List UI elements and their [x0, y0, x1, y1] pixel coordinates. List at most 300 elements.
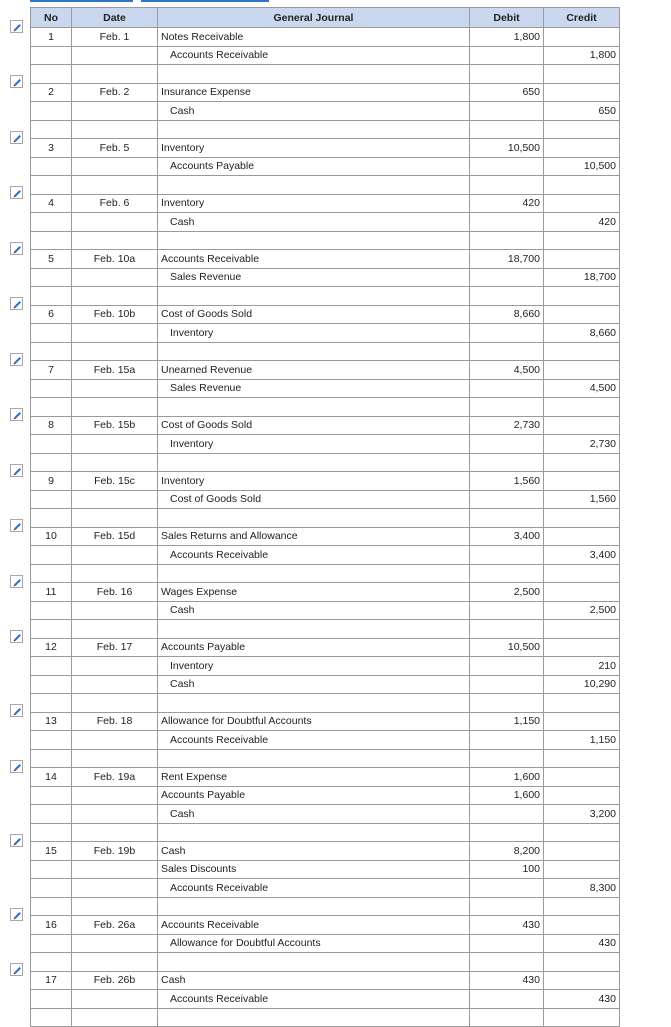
- journal-row: [31, 139, 620, 158]
- blank-row: [31, 342, 620, 361]
- blank-cell[interactable]: [544, 120, 620, 139]
- entry-number: 7: [31, 361, 72, 380]
- blank-cell: [72, 398, 158, 417]
- journal-row: [31, 546, 620, 565]
- debit-cell[interactable]: 420: [470, 194, 544, 213]
- debit-cell[interactable]: [470, 379, 544, 398]
- account-cell[interactable]: Inventory: [158, 324, 470, 343]
- blank-cell: [72, 453, 158, 472]
- account-cell[interactable]: Cash: [158, 805, 470, 824]
- account-cell[interactable]: Cash: [158, 601, 470, 620]
- blank-cell[interactable]: [158, 287, 470, 306]
- header-general-journal: General Journal: [158, 8, 470, 28]
- entry-date: [72, 435, 158, 454]
- journal-row: [31, 731, 620, 750]
- blank-cell: [31, 176, 72, 195]
- entry-number: 16: [31, 916, 72, 935]
- blank-cell[interactable]: [158, 231, 470, 250]
- entry-date: [72, 786, 158, 805]
- credit-cell[interactable]: 430: [544, 990, 620, 1009]
- entry-date: Feb. 1: [72, 28, 158, 47]
- blank-cell: [72, 897, 158, 916]
- credit-cell[interactable]: 8,300: [544, 879, 620, 898]
- account-cell[interactable]: Cash: [158, 213, 470, 232]
- debit-cell[interactable]: [470, 435, 544, 454]
- debit-cell[interactable]: 1,560: [470, 472, 544, 491]
- journal-row: [31, 860, 620, 879]
- credit-cell[interactable]: [544, 361, 620, 380]
- entry-date: Feb. 10b: [72, 305, 158, 324]
- edit-entry-icon[interactable]: [10, 464, 23, 477]
- blank-cell[interactable]: [470, 453, 544, 472]
- credit-cell[interactable]: 3,200: [544, 805, 620, 824]
- debit-cell[interactable]: [470, 102, 544, 121]
- credit-cell[interactable]: 430: [544, 934, 620, 953]
- debit-cell[interactable]: [470, 675, 544, 694]
- entry-date: Feb. 16: [72, 583, 158, 602]
- credit-cell[interactable]: [544, 916, 620, 935]
- journal-row: [31, 916, 620, 935]
- journal-row: [31, 805, 620, 824]
- header-no: No: [31, 8, 72, 28]
- journal-row: [31, 416, 620, 435]
- entry-number: [31, 657, 72, 676]
- blank-cell[interactable]: [470, 823, 544, 842]
- account-cell[interactable]: Wages Expense: [158, 583, 470, 602]
- blank-cell[interactable]: [470, 897, 544, 916]
- journal-row: [31, 305, 620, 324]
- debit-cell[interactable]: 1,600: [470, 768, 544, 787]
- entry-date: Feb. 19b: [72, 842, 158, 861]
- header-debit: Debit: [470, 8, 544, 28]
- entry-number: 8: [31, 416, 72, 435]
- entry-number: 13: [31, 712, 72, 731]
- debit-cell[interactable]: [470, 546, 544, 565]
- blank-cell: [31, 398, 72, 417]
- account-cell[interactable]: Inventory: [158, 435, 470, 454]
- account-cell[interactable]: Accounts Receivable: [158, 879, 470, 898]
- account-cell[interactable]: Accounts Receivable: [158, 546, 470, 565]
- edit-entry-icon[interactable]: [10, 963, 23, 976]
- blank-cell[interactable]: [544, 398, 620, 417]
- entry-date: [72, 934, 158, 953]
- blank-cell: [31, 897, 72, 916]
- credit-cell[interactable]: [544, 416, 620, 435]
- account-cell[interactable]: Insurance Expense: [158, 83, 470, 102]
- debit-cell[interactable]: 2,730: [470, 416, 544, 435]
- account-cell[interactable]: Accounts Payable: [158, 786, 470, 805]
- blank-cell[interactable]: [544, 953, 620, 972]
- entry-number: [31, 879, 72, 898]
- debit-cell[interactable]: 1,600: [470, 786, 544, 805]
- credit-cell[interactable]: [544, 28, 620, 47]
- blank-cell: [31, 509, 72, 528]
- entry-date: [72, 268, 158, 287]
- credit-cell[interactable]: 2,500: [544, 601, 620, 620]
- blank-cell[interactable]: [470, 509, 544, 528]
- journal-row: [31, 250, 620, 269]
- blank-cell[interactable]: [544, 287, 620, 306]
- credit-cell[interactable]: 420: [544, 213, 620, 232]
- account-cell[interactable]: Rent Expense: [158, 768, 470, 787]
- entry-date: [72, 657, 158, 676]
- entry-date: [72, 731, 158, 750]
- account-cell[interactable]: Notes Receivable: [158, 28, 470, 47]
- entry-number: [31, 731, 72, 750]
- credit-cell[interactable]: [544, 786, 620, 805]
- entry-date: [72, 157, 158, 176]
- blank-cell: [31, 694, 72, 713]
- account-cell[interactable]: Inventory: [158, 139, 470, 158]
- credit-cell[interactable]: [544, 139, 620, 158]
- blank-cell[interactable]: [158, 694, 470, 713]
- blank-row: [31, 398, 620, 417]
- blank-cell[interactable]: [158, 749, 470, 768]
- credit-cell[interactable]: 1,800: [544, 46, 620, 65]
- credit-cell[interactable]: [544, 712, 620, 731]
- blank-cell[interactable]: [470, 231, 544, 250]
- debit-cell[interactable]: 18,700: [470, 250, 544, 269]
- blank-cell[interactable]: [470, 398, 544, 417]
- blank-cell: [72, 231, 158, 250]
- blank-cell: [72, 65, 158, 84]
- entry-number: 1: [31, 28, 72, 47]
- credit-cell[interactable]: 10,500: [544, 157, 620, 176]
- blank-cell[interactable]: [470, 176, 544, 195]
- credit-cell[interactable]: 210: [544, 657, 620, 676]
- entry-number: [31, 990, 72, 1009]
- blank-cell: [72, 287, 158, 306]
- debit-cell[interactable]: [470, 157, 544, 176]
- blank-row: [31, 120, 620, 139]
- edit-entry-icon[interactable]: [10, 408, 23, 421]
- blank-cell[interactable]: [470, 749, 544, 768]
- debit-cell[interactable]: [470, 657, 544, 676]
- blank-cell[interactable]: [544, 453, 620, 472]
- debit-cell[interactable]: 650: [470, 83, 544, 102]
- account-cell[interactable]: Cost of Goods Sold: [158, 305, 470, 324]
- account-cell[interactable]: Accounts Receivable: [158, 250, 470, 269]
- entry-date: Feb. 26a: [72, 916, 158, 935]
- account-cell[interactable]: Sales Returns and Allowance: [158, 527, 470, 546]
- journal-row: [31, 657, 620, 676]
- account-cell[interactable]: Accounts Payable: [158, 638, 470, 657]
- debit-cell[interactable]: [470, 213, 544, 232]
- entry-number: [31, 324, 72, 343]
- debit-cell[interactable]: 100: [470, 860, 544, 879]
- credit-cell[interactable]: 2,730: [544, 435, 620, 454]
- blank-cell[interactable]: [470, 65, 544, 84]
- blank-cell[interactable]: [158, 620, 470, 639]
- blank-cell[interactable]: [544, 65, 620, 84]
- blank-cell[interactable]: [470, 694, 544, 713]
- edit-entry-icon[interactable]: [10, 297, 23, 310]
- blank-cell: [72, 953, 158, 972]
- journal-row: [31, 638, 620, 657]
- credit-cell[interactable]: [544, 842, 620, 861]
- account-cell[interactable]: Cash: [158, 842, 470, 861]
- entry-number: [31, 934, 72, 953]
- entry-date: [72, 213, 158, 232]
- debit-cell[interactable]: [470, 879, 544, 898]
- blank-cell: [31, 620, 72, 639]
- entry-date: [72, 990, 158, 1009]
- blank-cell[interactable]: [158, 453, 470, 472]
- blank-cell[interactable]: [470, 620, 544, 639]
- edit-entry-icon[interactable]: [10, 519, 23, 532]
- journal-row: [31, 194, 620, 213]
- journal-row: [31, 28, 620, 47]
- journal-row: [31, 213, 620, 232]
- entry-date: [72, 379, 158, 398]
- debit-cell[interactable]: [470, 805, 544, 824]
- credit-cell[interactable]: [544, 194, 620, 213]
- credit-cell[interactable]: 10,290: [544, 675, 620, 694]
- journal-row: [31, 990, 620, 1009]
- tab-indicator-2: [141, 0, 269, 2]
- credit-cell[interactable]: 1,150: [544, 731, 620, 750]
- journal-row: [31, 361, 620, 380]
- blank-cell[interactable]: [544, 823, 620, 842]
- credit-cell[interactable]: 3,400: [544, 546, 620, 565]
- entry-number: 9: [31, 472, 72, 491]
- edit-entry-icon[interactable]: [10, 131, 23, 144]
- blank-cell[interactable]: [158, 953, 470, 972]
- credit-cell[interactable]: [544, 472, 620, 491]
- debit-cell[interactable]: 430: [470, 916, 544, 935]
- entry-date: [72, 46, 158, 65]
- account-cell[interactable]: Inventory: [158, 472, 470, 491]
- debit-cell[interactable]: [470, 934, 544, 953]
- credit-cell[interactable]: [544, 250, 620, 269]
- edit-entry-icon[interactable]: [10, 20, 23, 33]
- credit-cell[interactable]: [544, 527, 620, 546]
- journal-row: [31, 768, 620, 787]
- debit-cell[interactable]: 1,150: [470, 712, 544, 731]
- blank-cell[interactable]: [544, 342, 620, 361]
- journal-row: [31, 527, 620, 546]
- entry-date: [72, 675, 158, 694]
- header-credit: Credit: [544, 8, 620, 28]
- entry-date: [72, 324, 158, 343]
- debit-cell[interactable]: [470, 324, 544, 343]
- credit-cell[interactable]: [544, 638, 620, 657]
- journal-row: [31, 879, 620, 898]
- entry-date: Feb. 5: [72, 139, 158, 158]
- blank-cell[interactable]: [544, 620, 620, 639]
- blank-cell[interactable]: [470, 564, 544, 583]
- debit-cell[interactable]: 10,500: [470, 139, 544, 158]
- blank-cell[interactable]: [158, 120, 470, 139]
- debit-cell[interactable]: 10,500: [470, 638, 544, 657]
- account-cell[interactable]: Sales Discounts: [158, 860, 470, 879]
- blank-cell[interactable]: [544, 176, 620, 195]
- debit-cell[interactable]: 2,500: [470, 583, 544, 602]
- account-cell[interactable]: Cost of Goods Sold: [158, 490, 470, 509]
- entry-date: [72, 546, 158, 565]
- debit-cell[interactable]: [470, 990, 544, 1009]
- blank-row: [31, 694, 620, 713]
- blank-cell[interactable]: [544, 749, 620, 768]
- blank-cell[interactable]: [158, 65, 470, 84]
- debit-cell[interactable]: 4,500: [470, 361, 544, 380]
- journal-row: [31, 490, 620, 509]
- credit-cell[interactable]: [544, 971, 620, 990]
- entry-number: [31, 601, 72, 620]
- blank-cell: [31, 749, 72, 768]
- credit-cell[interactable]: 650: [544, 102, 620, 121]
- edit-entry-icon[interactable]: [10, 186, 23, 199]
- blank-cell[interactable]: [158, 398, 470, 417]
- blank-cell[interactable]: [544, 564, 620, 583]
- blank-cell[interactable]: [470, 342, 544, 361]
- blank-cell[interactable]: [544, 694, 620, 713]
- entry-number: [31, 490, 72, 509]
- blank-row: [31, 749, 620, 768]
- journal-row: [31, 157, 620, 176]
- blank-cell[interactable]: [158, 564, 470, 583]
- debit-cell[interactable]: [470, 46, 544, 65]
- edit-entry-icon[interactable]: [10, 575, 23, 588]
- debit-cell[interactable]: [470, 601, 544, 620]
- account-cell[interactable]: Inventory: [158, 657, 470, 676]
- entry-date: Feb. 19a: [72, 768, 158, 787]
- edit-entry-icon[interactable]: [10, 704, 23, 717]
- debit-cell[interactable]: [470, 268, 544, 287]
- journal-row: [31, 842, 620, 861]
- credit-cell[interactable]: [544, 305, 620, 324]
- credit-cell[interactable]: [544, 83, 620, 102]
- edit-entry-icon[interactable]: [10, 908, 23, 921]
- account-cell[interactable]: Cash: [158, 675, 470, 694]
- blank-cell: [31, 564, 72, 583]
- credit-cell[interactable]: [544, 768, 620, 787]
- entry-date: Feb. 10a: [72, 250, 158, 269]
- entry-date: Feb. 18: [72, 712, 158, 731]
- journal-row: [31, 46, 620, 65]
- entry-date: Feb. 15a: [72, 361, 158, 380]
- account-cell[interactable]: Cost of Goods Sold: [158, 416, 470, 435]
- journal-row: [31, 102, 620, 121]
- blank-cell[interactable]: [158, 509, 470, 528]
- credit-cell[interactable]: 18,700: [544, 268, 620, 287]
- credit-cell[interactable]: 4,500: [544, 379, 620, 398]
- credit-cell[interactable]: 8,660: [544, 324, 620, 343]
- entry-number: [31, 46, 72, 65]
- journal-row: [31, 268, 620, 287]
- edit-entry-icon[interactable]: [10, 242, 23, 255]
- account-cell[interactable]: Unearned Revenue: [158, 361, 470, 380]
- entry-number: 10: [31, 527, 72, 546]
- blank-cell: [72, 509, 158, 528]
- entry-number: 3: [31, 139, 72, 158]
- debit-cell[interactable]: [470, 490, 544, 509]
- entry-number: [31, 435, 72, 454]
- account-cell[interactable]: Cash: [158, 102, 470, 121]
- debit-cell[interactable]: 1,800: [470, 28, 544, 47]
- entry-date: [72, 879, 158, 898]
- entry-date: [72, 601, 158, 620]
- credit-cell[interactable]: 1,560: [544, 490, 620, 509]
- blank-cell[interactable]: [158, 823, 470, 842]
- edit-column: [0, 0, 30, 1024]
- blank-cell[interactable]: [544, 897, 620, 916]
- blank-cell[interactable]: [470, 120, 544, 139]
- account-cell[interactable]: Inventory: [158, 194, 470, 213]
- credit-cell[interactable]: [544, 860, 620, 879]
- blank-cell: [72, 694, 158, 713]
- blank-cell: [72, 564, 158, 583]
- journal-row: [31, 971, 620, 990]
- blank-row: [31, 564, 620, 583]
- journal-row: [31, 324, 620, 343]
- edit-entry-icon[interactable]: [10, 353, 23, 366]
- blank-cell[interactable]: [470, 287, 544, 306]
- journal-row: [31, 83, 620, 102]
- edit-entry-icon[interactable]: [10, 75, 23, 88]
- blank-cell[interactable]: [158, 342, 470, 361]
- blank-row: [31, 453, 620, 472]
- entry-number: [31, 786, 72, 805]
- edit-entry-icon[interactable]: [10, 760, 23, 773]
- debit-cell[interactable]: 430: [470, 971, 544, 990]
- blank-cell: [31, 823, 72, 842]
- blank-cell[interactable]: [470, 953, 544, 972]
- debit-cell[interactable]: [470, 731, 544, 750]
- blank-row: [31, 65, 620, 84]
- account-cell[interactable]: Sales Revenue: [158, 379, 470, 398]
- edit-entry-icon[interactable]: [10, 630, 23, 643]
- journal-row: [31, 934, 620, 953]
- entry-date: Feb. 6: [72, 194, 158, 213]
- account-cell[interactable]: Accounts Receivable: [158, 990, 470, 1009]
- account-cell[interactable]: Accounts Receivable: [158, 46, 470, 65]
- entry-number: [31, 379, 72, 398]
- journal-row: [31, 601, 620, 620]
- journal-row: [31, 472, 620, 491]
- blank-row: [31, 620, 620, 639]
- header-date: Date: [72, 8, 158, 28]
- blank-cell[interactable]: [158, 897, 470, 916]
- blank-cell[interactable]: [544, 509, 620, 528]
- blank-cell: [31, 453, 72, 472]
- account-cell[interactable]: Accounts Receivable: [158, 916, 470, 935]
- blank-row: [31, 897, 620, 916]
- entry-date: Feb. 2: [72, 83, 158, 102]
- account-cell[interactable]: Allowance for Doubtful Accounts: [158, 712, 470, 731]
- blank-row: [31, 176, 620, 195]
- account-cell[interactable]: Accounts Payable: [158, 157, 470, 176]
- blank-cell: [72, 342, 158, 361]
- credit-cell[interactable]: [544, 583, 620, 602]
- blank-cell[interactable]: [158, 176, 470, 195]
- blank-cell: [72, 620, 158, 639]
- edit-entry-icon[interactable]: [10, 834, 23, 847]
- entry-date: [72, 102, 158, 121]
- debit-cell[interactable]: 8,200: [470, 842, 544, 861]
- debit-cell[interactable]: 3,400: [470, 527, 544, 546]
- account-cell[interactable]: Cash: [158, 971, 470, 990]
- account-cell[interactable]: Sales Revenue: [158, 268, 470, 287]
- account-cell[interactable]: Accounts Receivable: [158, 731, 470, 750]
- debit-cell[interactable]: 8,660: [470, 305, 544, 324]
- blank-cell: [31, 231, 72, 250]
- account-cell[interactable]: Allowance for Doubtful Accounts: [158, 934, 470, 953]
- tab-indicator-1: [30, 0, 133, 2]
- blank-cell[interactable]: [544, 231, 620, 250]
- journal-row: [31, 712, 620, 731]
- entry-number: [31, 213, 72, 232]
